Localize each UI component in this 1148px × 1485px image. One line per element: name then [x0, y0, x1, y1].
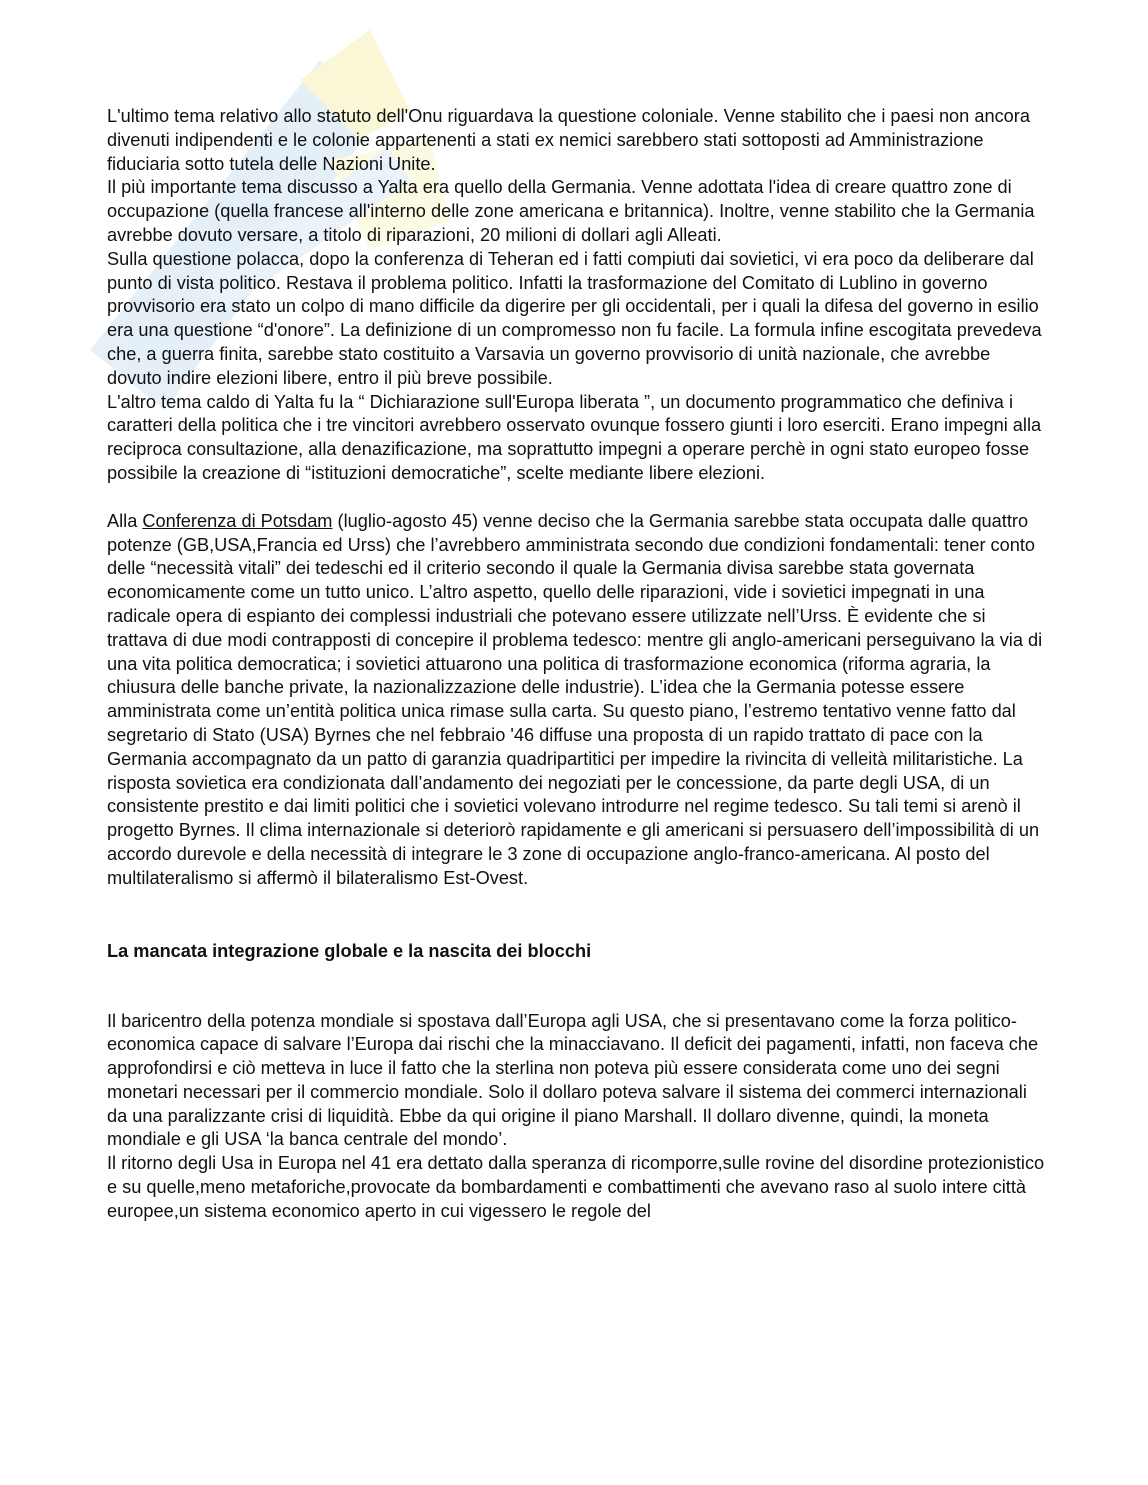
- paragraph-germany-yalta: Il più importante tema discusso a Yalta era quello della Germania. Venne adottata l'idea di creare quattro zone di occupazione (quella francese all'interno delle zone americana e britannica). Inoltre, venne stabilito che la Germania avrebbe dovuto versare, a titolo di riparazioni, 20 milioni di dollari agli Alleati.: [107, 177, 1035, 245]
- potsdam-link[interactable]: Conferenza di Potsdam: [142, 510, 333, 531]
- paragraph-polish-question: Sulla questione polacca, dopo la conferenza di Teheran ed i fatti compiuti dai sovietici, vi era poco da deliberare dal punto di vista politico. Restava il problema politico. Infatti la trasformazione del Comitato di Lublino in governo provvisorio era stato un colpo di mano difficile da digerire per gli occidentali, per i quali la difesa del governo in esilio era una questione “d'onore”. La definizione di un compromesso non fu facile. La formula infine escogitata prevedeva che, a guerra finita, sarebbe stato costituito a Varsavia un governo provvisorio di unità nazionale, che avrebbe dovuto indire elezioni libere, entro il più breve possibile.: [107, 248, 1042, 388]
- document-page: [107, 105, 1047, 1224]
- spacer: [107, 963, 1047, 1010]
- paragraph-liberated-europe: L'altro tema caldo di Yalta fu la “ Dichiarazione sull'Europa liberata ”, un documento programmatico che definiva i caratteri della politica che i tre vincitori avrebbero osservato ovunque fossero giunti i loro eserciti. Erano impegni alla reciproca consultazione, alla denazificazione, ma soprattutto impegni a operare perchè in ogni stato europeo fosse possibile la creazione di “istituzioni democratiche”, scelte mediante libere elezioni.: [107, 391, 1042, 483]
- section-heading: La mancata integrazione globale e la nascita dei blocchi: [107, 940, 592, 961]
- paragraph-potsdam: [107, 510, 1047, 891]
- spacer: [107, 486, 1047, 510]
- potsdam-prefix: Alla: [107, 510, 143, 531]
- paragraph-onu-colonial: L'ultimo tema relativo allo statuto dell'Onu riguardava la questione coloniale. Venne stabilito che i paesi non ancora divenuti indipendenti e le colonie appartenenti a stati ex nemici sarebbero stati sottoposti ad Amministrazione fiduciaria sotto tutela delle Nazioni Unite.: [107, 106, 1030, 174]
- paragraph-usa-return: Il ritorno degli Usa in Europa nel 41 era dettato dalla speranza di ricomporre,sulle rovine del disordine protezionistico e su quelle,meno metaforiche,provocate da bombardamenti e combattimenti che avevano raso al suolo intere città europee,un sistema economico aperto in cui vigessero le regole del: [107, 1153, 1045, 1221]
- paragraph-world-power-shift: Il baricentro della potenza mondiale si spostava dall’Europa agli USA, che si presentavano come la forza politico-economica capace di salvare l’Europa dai rischi che la minacciavano. Il deficit dei pagamenti, infatti, non faceva che approfondirsi e ciò metteva in luce il fatto che la sterlina non poteva più essere considerata come uno dei segni monetari necessari per il commercio mondiale. Solo il dollaro poteva salvare il sistema dei commerci internazionali da una paralizzante crisi di liquidità. Ebbe da qui origine il piano Marshall. Il dollaro divenne, quindi, la moneta mondiale e gli USA ‘la banca centrale del mondo’.: [107, 1010, 1039, 1150]
- potsdam-body: (luglio-agosto 45) venne deciso che la Germania sarebbe stata occupata dalle quattro potenze (GB,USA,Francia ed Urss) che l’avrebbero amministrata secondo due condizioni fondamentali: tener conto delle “necessità vitali” dei tedeschi ed il criterio secondo il quale la Germania divisa sarebbe stata governata economicamente come un tutto unico. L’altro aspetto, quello delle riparazioni, vide i sovietici impegnati in una radicale opera di espianto dei complessi industriali che potevano essere utilizzate nell’Urss. È evidente che si trattava di due modi contrapposti di concepire il problema tedesco: mentre gli anglo-americani perseguivano la via di una vita politica democratica; i sovietici attuarono una politica di trasformazione economica (riforma agraria, la chiusura delle banche private, la nazionalizzazione delle industrie). L’idea che la Germania potesse essere amministrata come un’entità politica unica rimase sulla carta. Su questo piano, l’estremo tentativo venne fatto dal segretario di Stato (USA) Byrnes che nel febbraio '46 diffuse una proposta di un rapido trattato di pace con la Germania accompagnato da un patto di garanzia quadripartitici per impedire la rivincita di velleità militaristiche. La risposta sovietica era condizionata dall’andamento dei negoziati per le concessione, da parte degli USA, di un consistente prestito e dai limiti politici che i sovietici volevano introdurre nel regime tedesco. Su tali temi si arenò il progetto Byrnes. Il clima internazionale si deteriorò rapidamente e gli americani si persuasero dell’impossibilità di un accordo durevole e della necessità di integrare le 3 zone di occupazione anglo-franco-americana. Al posto del multilateralismo si affermò il bilateralismo Est-Ovest.: [107, 510, 1043, 888]
- spacer: [107, 891, 1047, 939]
